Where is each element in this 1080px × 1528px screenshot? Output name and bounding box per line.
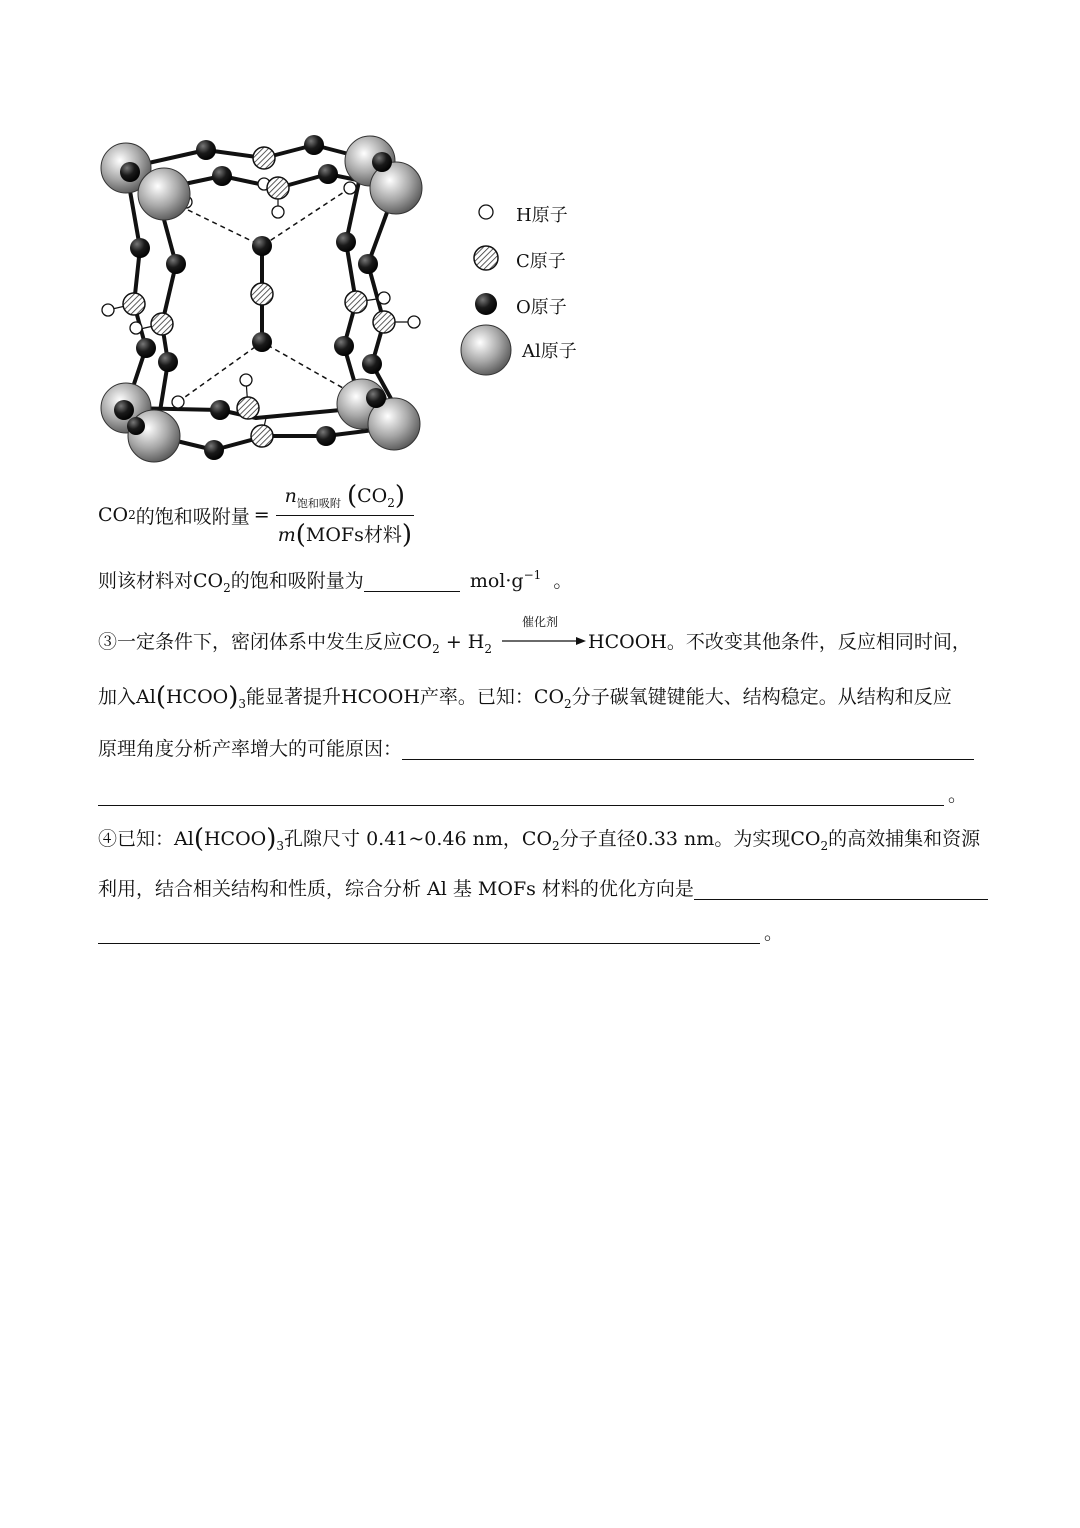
question3-line1: ③一定条件下，密闭体系中发生反应$CO_2 + H_2$ 催化剂 HCOOH。不改变其他条件，反应相同时间， [98, 615, 971, 656]
answer-blank-reason-1[interactable] [402, 758, 974, 760]
answer-blank-reason-2[interactable] [98, 804, 944, 806]
answer-blank-optimization-1[interactable] [694, 898, 988, 900]
question4-line1: ④已知：$Al(HCOO)_3$孔隙尺寸 0.41~0.46 nm，$CO_2$分子直径0.33 nm。为实现$CO_2$的高效捕集和资源 [98, 824, 981, 854]
h-atom-icon [458, 192, 514, 236]
formula-denominator: m(MOFs材料) [276, 515, 414, 550]
legend-item-al: Al原子 [458, 324, 577, 376]
question4-line3: 。 [98, 924, 783, 944]
question-adsorption-line: 则该材料对$CO_2$的饱和吸附量为 $mol\cdot g^{-1}$ 。 [98, 568, 573, 595]
question4-line2: 利用，结合相关结构和性质，综合分析 Al 基 MOFs 材料的优化方向是 [98, 880, 988, 900]
question3-line2: 加入$Al(HCOO)_3$能显著提升HCOOH产率。已知：$CO_2$分子碳氧键键能大、结构稳定。从结构和反应 [98, 682, 952, 712]
legend-item-h: H原子 [458, 192, 568, 236]
c-atom-icon [458, 238, 514, 282]
al-atom-icon [458, 324, 520, 376]
answer-blank-adsorption[interactable] [364, 590, 460, 592]
atom-legend [458, 192, 618, 382]
formula-numerator: $n_{饱和吸附}$ $(CO_2)$ [284, 480, 406, 511]
formula-fraction [276, 481, 414, 550]
legend-item-o: O原子 [458, 284, 567, 328]
mof-structure-diagram [96, 128, 436, 473]
question3-line4: 。 [98, 786, 967, 806]
adsorption-formula: CO 2 的饱和吸附量 = $\frac{n_{饱和吸附} (CO_2)}{\text{m(MOFs材料)}}$ [98, 480, 413, 550]
o-atom-icon [458, 284, 514, 328]
answer-blank-optimization-2[interactable] [98, 942, 760, 944]
legend-item-c: C原子 [458, 238, 566, 282]
catalyst-arrow: 催化剂 [500, 630, 586, 650]
question3-line3: 原理角度分析产率增大的可能原因： [98, 740, 974, 760]
